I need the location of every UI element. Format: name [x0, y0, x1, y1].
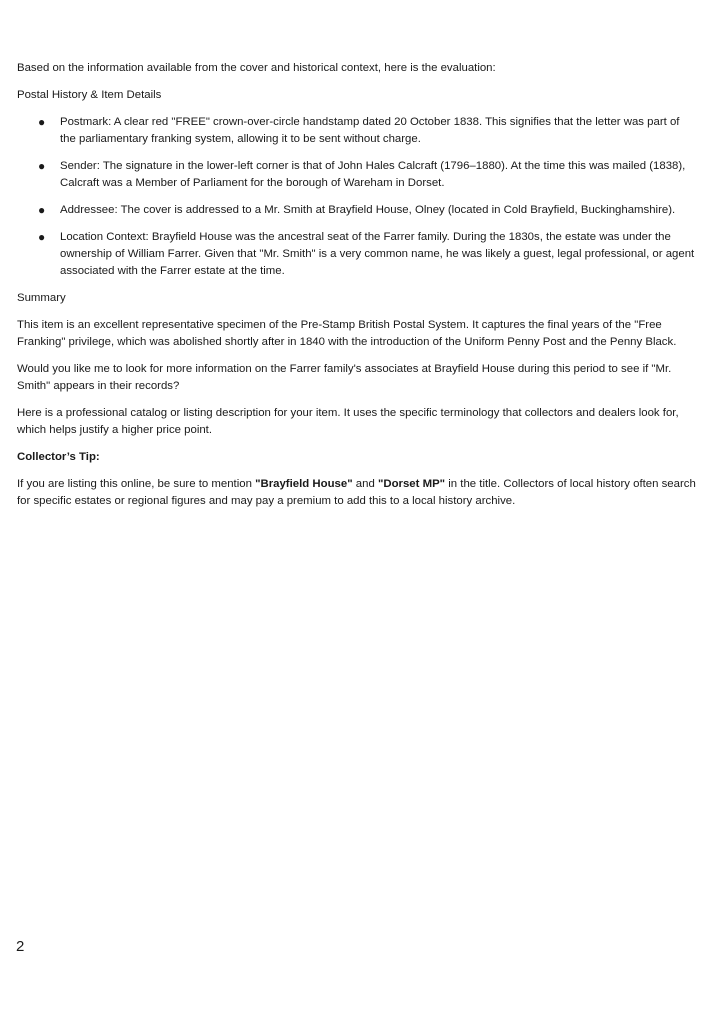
- bullet-dot-icon: ●: [38, 115, 46, 129]
- details-bullet-list: [17, 114, 697, 280]
- bullet-dot-icon: ●: [38, 203, 46, 217]
- bullet-item-sender: [17, 158, 697, 192]
- summary-paragraph: This item is an excellent representative specimen of the Pre-Stamp British Postal System. It captures the final years of the "Free Franking" privilege, which was abolished shortly after in 1840 with the introduction of the Uniform Penny Post and the Penny Black.: [17, 319, 677, 348]
- bullet-item-addressee: [17, 202, 697, 219]
- tip-bold-brayfield-house: "Brayfield House": [255, 478, 353, 490]
- bullet-text: Location Context: Brayfield House was the ancestral seat of the Farrer family. During the 1830s, the estate was under the ownership of William Farrer. Given that "Mr. Smith" is a very common name, he was likely a guest, legal professional, or agent associated with the Farrer estate at the time.: [60, 231, 695, 277]
- bullet-dot-icon: ●: [38, 230, 46, 244]
- tip-text-part: in the title. Collectors of local history often search for specific estates or regional figures and may pay a premium to add this to a local history archive.: [17, 478, 696, 507]
- collectors-tip-heading: Collector’s Tip:: [17, 451, 100, 463]
- bullet-item-location-context: [17, 229, 697, 280]
- bullet-text: Addressee: The cover is addressed to a Mr. Smith at Brayfield House, Olney (located in Cold Brayfield, Buckinghamshire).: [60, 204, 676, 216]
- bullet-text: Postmark: A clear red "FREE" crown-over-circle handstamp dated 20 October 1838. This signifies that the letter was part of the parliamentary franking system, allowing it to be sent without charge.: [60, 116, 680, 145]
- collectors-tip-paragraph: [17, 476, 697, 510]
- catalog-paragraph: Here is a professional catalog or listing description for your item. It uses the specific terminology that collectors and dealers look for, which helps justify a higher price point.: [17, 407, 679, 436]
- bullet-text: Sender: The signature in the lower-left corner is that of John Hales Calcraft (1796–1880). At the time this was mailed (1838), Calcraft was a Member of Parliament for the borough of Wareham in Dorset.: [60, 160, 686, 189]
- bullet-item-postmark: [17, 114, 697, 148]
- bullet-dot-icon: ●: [38, 159, 46, 173]
- tip-text-part: If you are listing this online, be sure to mention: [17, 478, 256, 490]
- intro-paragraph: Based on the information available from the cover and historical context, here is the evaluation:: [17, 62, 496, 74]
- tip-bold-dorset-mp: "Dorset MP": [377, 478, 446, 490]
- section-heading-postal-history: Postal History & Item Details: [17, 89, 162, 101]
- section-heading-summary: Summary: [17, 292, 66, 304]
- page-number: 2: [16, 938, 25, 955]
- document-body: [17, 60, 697, 520]
- question-paragraph: Would you like me to look for more information on the Farrer family's associates at Brayfield House during this period to see if "Mr. Smith" appears in their records?: [17, 363, 672, 392]
- tip-text-part: and: [352, 478, 378, 490]
